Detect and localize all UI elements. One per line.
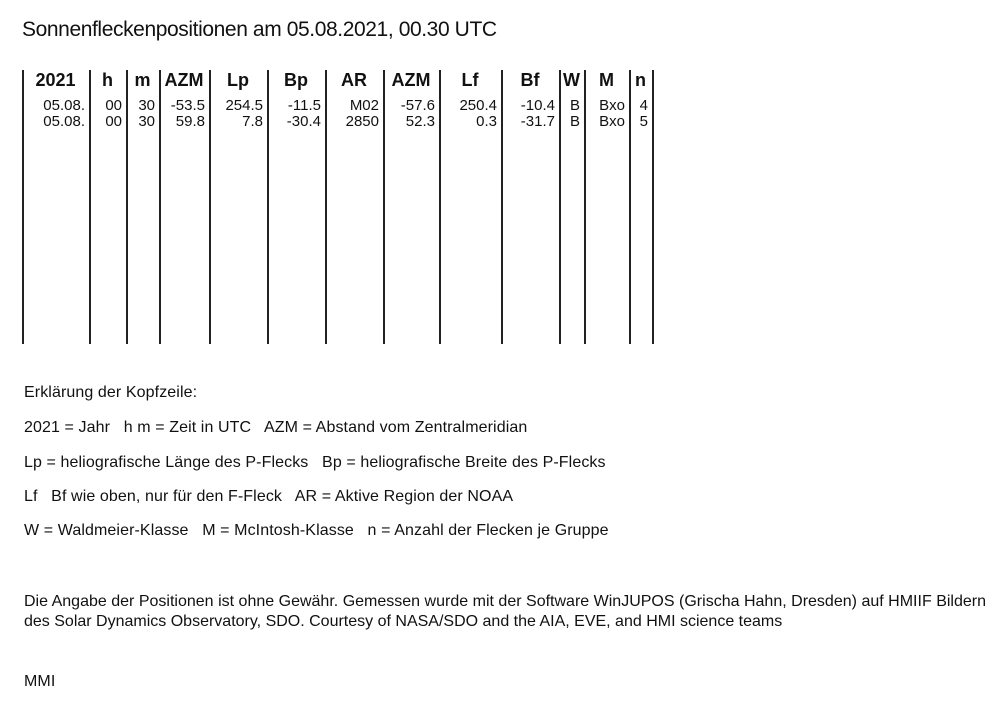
- page-title: Sonnenfleckenpositionen am 05.08.2021, 00.30 UTC: [22, 18, 497, 41]
- legend-heading: Erklärung der Kopfzeile:: [24, 384, 198, 401]
- cell-azm-f: -57.6: [384, 96, 440, 114]
- disclaimer-text: Die Angabe der Positionen ist ohne Gewähr. Gemessen wurde mit der Software WinJUPOS (Grischa Hahn, Dresden) auf HMIIF Bildern des Solar Dynamics Observatory, SDO. Courtesy of NASA/SDO and the AIA, EVE, and HMI science teams: [24, 593, 986, 630]
- cell-lf: 250.4: [440, 96, 502, 114]
- header-m: M: [585, 70, 630, 96]
- cell-bp: -11.5: [268, 96, 326, 114]
- table-empty-area: [23, 130, 653, 344]
- cell-minute: 30: [127, 96, 160, 114]
- cell-ar: 2850: [326, 114, 384, 130]
- cell-n: 4: [630, 96, 653, 114]
- table-row: [23, 114, 653, 130]
- legend-line-2: Lp = heliografische Länge des P-Flecks Bp = heliografische Breite des P-Flecks: [24, 454, 606, 471]
- header-w: W: [560, 70, 585, 96]
- cell-w: B: [560, 114, 585, 130]
- legend-line-3: Lf Bf wie oben, nur für den F-Fleck AR = Aktive Region der NOAA: [24, 488, 514, 505]
- cell-bf: -10.4: [502, 96, 560, 114]
- header-azm-p: AZM: [160, 70, 210, 96]
- cell-lp: 254.5: [210, 96, 268, 114]
- cell-n: 5: [630, 114, 653, 130]
- cell-date: 05.08.: [23, 114, 90, 130]
- cell-date: 05.08.: [23, 96, 90, 114]
- legend-line-4: W = Waldmeier-Klasse M = McIntosh-Klasse n = Anzahl der Flecken je Gruppe: [24, 522, 609, 539]
- header-bp: Bp: [268, 70, 326, 96]
- cell-azm-f: 52.3: [384, 114, 440, 130]
- header-azm-f: AZM: [384, 70, 440, 96]
- cell-hour: 00: [90, 114, 127, 130]
- cell-hour: 00: [90, 96, 127, 114]
- cell-w: B: [560, 96, 585, 114]
- cell-azm-p: -53.5: [160, 96, 210, 114]
- header-lp: Lp: [210, 70, 268, 96]
- header-ar: AR: [326, 70, 384, 96]
- cell-ar: M02: [326, 96, 384, 114]
- header-n: n: [630, 70, 653, 96]
- header-minute: m: [127, 70, 160, 96]
- cell-lp: 7.8: [210, 114, 268, 130]
- cell-lf: 0.3: [440, 114, 502, 130]
- cell-bf: -31.7: [502, 114, 560, 130]
- table-header-row: [23, 70, 653, 96]
- cell-azm-p: 59.8: [160, 114, 210, 130]
- header-bf: Bf: [502, 70, 560, 96]
- cell-m: Bxo: [585, 96, 630, 114]
- cell-minute: 30: [127, 114, 160, 130]
- header-year: 2021: [23, 70, 90, 96]
- table-row: [23, 96, 653, 114]
- cell-m: Bxo: [585, 114, 630, 130]
- legend-line-1: 2021 = Jahr h m = Zeit in UTC AZM = Abstand vom Zentralmeridian: [24, 419, 528, 436]
- sunspot-table: [22, 70, 654, 344]
- header-hour: h: [90, 70, 127, 96]
- header-lf: Lf: [440, 70, 502, 96]
- cell-bp: -30.4: [268, 114, 326, 130]
- signature: MMI: [24, 673, 56, 690]
